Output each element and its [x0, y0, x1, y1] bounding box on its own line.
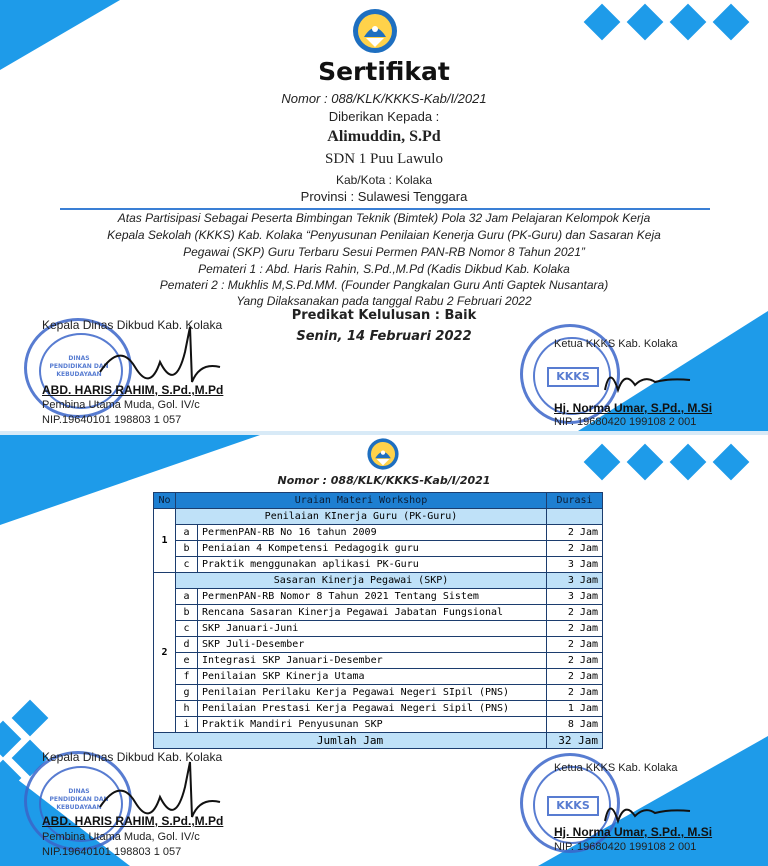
certificate-page: [0, 0, 768, 431]
table-row: [154, 717, 603, 733]
row-letter: b: [176, 541, 198, 557]
certificate-date: Senin, 14 Februari 2022: [296, 329, 472, 344]
table-row: [154, 701, 603, 717]
row-topic: Penilaian Perilaku Kerja Pegawai Negeri SIpil (PNS): [198, 685, 547, 701]
certificate-title: Sertifikat: [318, 57, 450, 86]
diamond-decoration: [627, 4, 664, 41]
row-letter: a: [176, 525, 198, 541]
row-duration: 3 Jam: [547, 589, 603, 605]
row-letter: c: [176, 557, 198, 573]
right-stamp-text: KKKS: [547, 796, 599, 816]
table-row: [154, 685, 603, 701]
group-duration: [547, 509, 603, 525]
body-line-5: Pemateri 2 : Mukhlis M,S.Pd.MM. (Founder Pangkalan Guru Anti Gaptek Nusantara): [159, 278, 609, 292]
table-header-row: [154, 493, 603, 509]
recipient-kab: Kab/Kota : Kolaka: [335, 173, 433, 187]
row-topic: Praktik Mandiri Penyusunan SKP: [198, 717, 547, 733]
row-duration: 2 Jam: [547, 605, 603, 621]
group-title: Penilaian KInerja Guru (PK-Guru): [176, 509, 547, 525]
certificate-number: Nomor : 088/KLK/KKKS-Kab/I/2021: [281, 91, 487, 106]
row-letter: h: [176, 701, 198, 717]
table-row: [154, 557, 603, 573]
row-topic: Praktik menggunakan aplikasi PK-Guru: [198, 557, 547, 573]
row-topic: PermenPAN-RB Nomor 8 Tahun 2021 Tentang Sistem: [198, 589, 547, 605]
row-duration: 1 Jam: [547, 701, 603, 717]
group-title-row: [154, 509, 603, 525]
row-duration: 2 Jam: [547, 621, 603, 637]
separator-line: [60, 208, 710, 210]
header-uraian: Uraian Materi Workshop: [176, 493, 547, 509]
group-number: 2: [154, 573, 176, 733]
left-signer-role: Kepala Dinas Dikbud Kab. Kolaka: [42, 750, 223, 764]
header-durasi: Durasi: [547, 493, 603, 509]
row-topic: SKP Januari-Juni: [198, 621, 547, 637]
left-signer-role: Kepala Dinas Dikbud Kab. Kolaka: [42, 318, 223, 332]
recipient-school: SDN 1 Puu Lawulo: [325, 151, 443, 167]
row-duration: 2 Jam: [547, 669, 603, 685]
body-line-3: Pegawai (SKP) Guru Terbaru Sesui Permen PAN-RB Nomor 8 Tahun 2021”: [183, 245, 585, 259]
left-signer-rank: Pembina Utama Muda, Gol. IV/c: [42, 399, 200, 411]
table-row: [154, 541, 603, 557]
table-row: [154, 637, 603, 653]
body-line-4: Pemateri 1 : Abd. Haris Rahin, S.Pd.,M.Pd (Kadis Dikbud Kab. Kolaka: [198, 262, 570, 276]
row-letter: i: [176, 717, 198, 733]
row-duration: 8 Jam: [547, 717, 603, 733]
row-letter: a: [176, 589, 198, 605]
tut-wuri-handayani-logo: [352, 7, 398, 55]
group-title-row: [154, 573, 603, 589]
right-signature: [600, 360, 700, 400]
body-line-2: Kepala Sekolah (KKKS) Kab. Kolaka “Penyusunan Penilaian Kenerja Guru (PK-Guru) dan Sasaran Keja: [107, 228, 661, 242]
total-value: 32 Jam: [547, 733, 603, 749]
left-signer-name: ABD. HARIS RAHIM, S.Pd.,M.Pd: [42, 814, 224, 828]
row-letter: g: [176, 685, 198, 701]
recipient-provinsi: Provinsi : Sulawesi Tenggara: [300, 189, 468, 204]
row-topic: Peniaian 4 Kompetensi Pedagogik guru: [198, 541, 547, 557]
table-row: [154, 621, 603, 637]
recipient-name: Alimuddin, S.Pd: [327, 128, 441, 145]
right-signer-role: Ketua KKKS Kab. Kolaka: [554, 762, 678, 774]
left-signer-name: ABD. HARIS RAHIM, S.Pd.,M.Pd: [42, 383, 224, 397]
right-stamp-text: KKKS: [547, 367, 599, 387]
diamond-decoration: [670, 4, 707, 41]
table-row: [154, 669, 603, 685]
graduation-predicate: Predikat Kelulusan : Baik: [291, 308, 477, 323]
diamond-decoration: [12, 700, 49, 737]
row-duration: 2 Jam: [547, 525, 603, 541]
left-signer-rank: Pembina Utama Muda, Gol. IV/c: [42, 831, 200, 843]
row-duration: 2 Jam: [547, 653, 603, 669]
row-letter: d: [176, 637, 198, 653]
group-title: Sasaran Kinerja Pegawai (SKP): [176, 573, 547, 589]
left-stamp-text: DINAS PENDIDIKAN DAN KEBUDAYAAN: [49, 788, 109, 811]
right-signer-role: Ketua KKKS Kab. Kolaka: [554, 338, 678, 350]
row-duration: 2 Jam: [547, 637, 603, 653]
row-topic: Penilaian SKP Kinerja Utama: [198, 669, 547, 685]
table-row: [154, 605, 603, 621]
row-letter: c: [176, 621, 198, 637]
right-signer-name: Hj. Norma Umar, S.Pd., M.Si: [554, 401, 713, 415]
diamond-decoration: [584, 4, 621, 41]
detail-number: Nomor : 088/KLK/KKKS-Kab/I/2021: [277, 474, 491, 487]
row-topic: Penilaian Prestasi Kerja Pegawai Negeri Sipil (PNS): [198, 701, 547, 717]
row-topic: Integrasi SKP Januari-Desember: [198, 653, 547, 669]
total-label: Jumlah Jam: [154, 733, 547, 749]
table-row: [154, 653, 603, 669]
diamond-decoration: [713, 4, 750, 41]
left-signer-nip: NIP.19640101 198803 1 057: [42, 414, 182, 426]
row-topic: SKP Juli-Desember: [198, 637, 547, 653]
row-duration: 3 Jam: [547, 557, 603, 573]
row-letter: f: [176, 669, 198, 685]
workshop-materials-table: [153, 492, 603, 749]
row-topic: Rencana Sasaran Kinerja Pegawai Jabatan Fungsional: [198, 605, 547, 621]
header-no: No: [154, 493, 176, 509]
row-topic: PermenPAN-RB No 16 tahun 2009: [198, 525, 547, 541]
row-duration: 2 Jam: [547, 685, 603, 701]
left-signer-nip: NIP.19640101 198803 1 057: [42, 846, 182, 858]
body-line-6: Yang Dilaksanakan pada tanggal Rabu 2 Februari 2022: [236, 294, 532, 308]
row-duration: 2 Jam: [547, 541, 603, 557]
given-to-label: Diberikan Kepada :: [328, 109, 440, 124]
table-row: [154, 589, 603, 605]
right-signer-nip: NIP. 19680420 199108 2 001: [554, 416, 697, 428]
row-letter: e: [176, 653, 198, 669]
table-row: [154, 525, 603, 541]
row-letter: b: [176, 605, 198, 621]
right-signer-name: Hj. Norma Umar, S.Pd., M.Si: [554, 825, 713, 839]
tut-wuri-handayani-logo: [366, 437, 400, 471]
left-stamp-text: DINAS PENDIDIKAN DAN KEBUDAYAAN: [49, 355, 109, 378]
group-number: 1: [154, 509, 176, 573]
right-signer-nip: NIP. 19680420 199108 2 001: [554, 841, 697, 853]
total-row: [154, 733, 603, 749]
group-duration: 3 Jam: [547, 573, 603, 589]
body-line-1: Atas Partisipasi Sebagai Peserta Bimbingan Teknik (Bimtek) Pola 32 Jam Pelajaran Kelompok Kerja: [117, 211, 651, 225]
